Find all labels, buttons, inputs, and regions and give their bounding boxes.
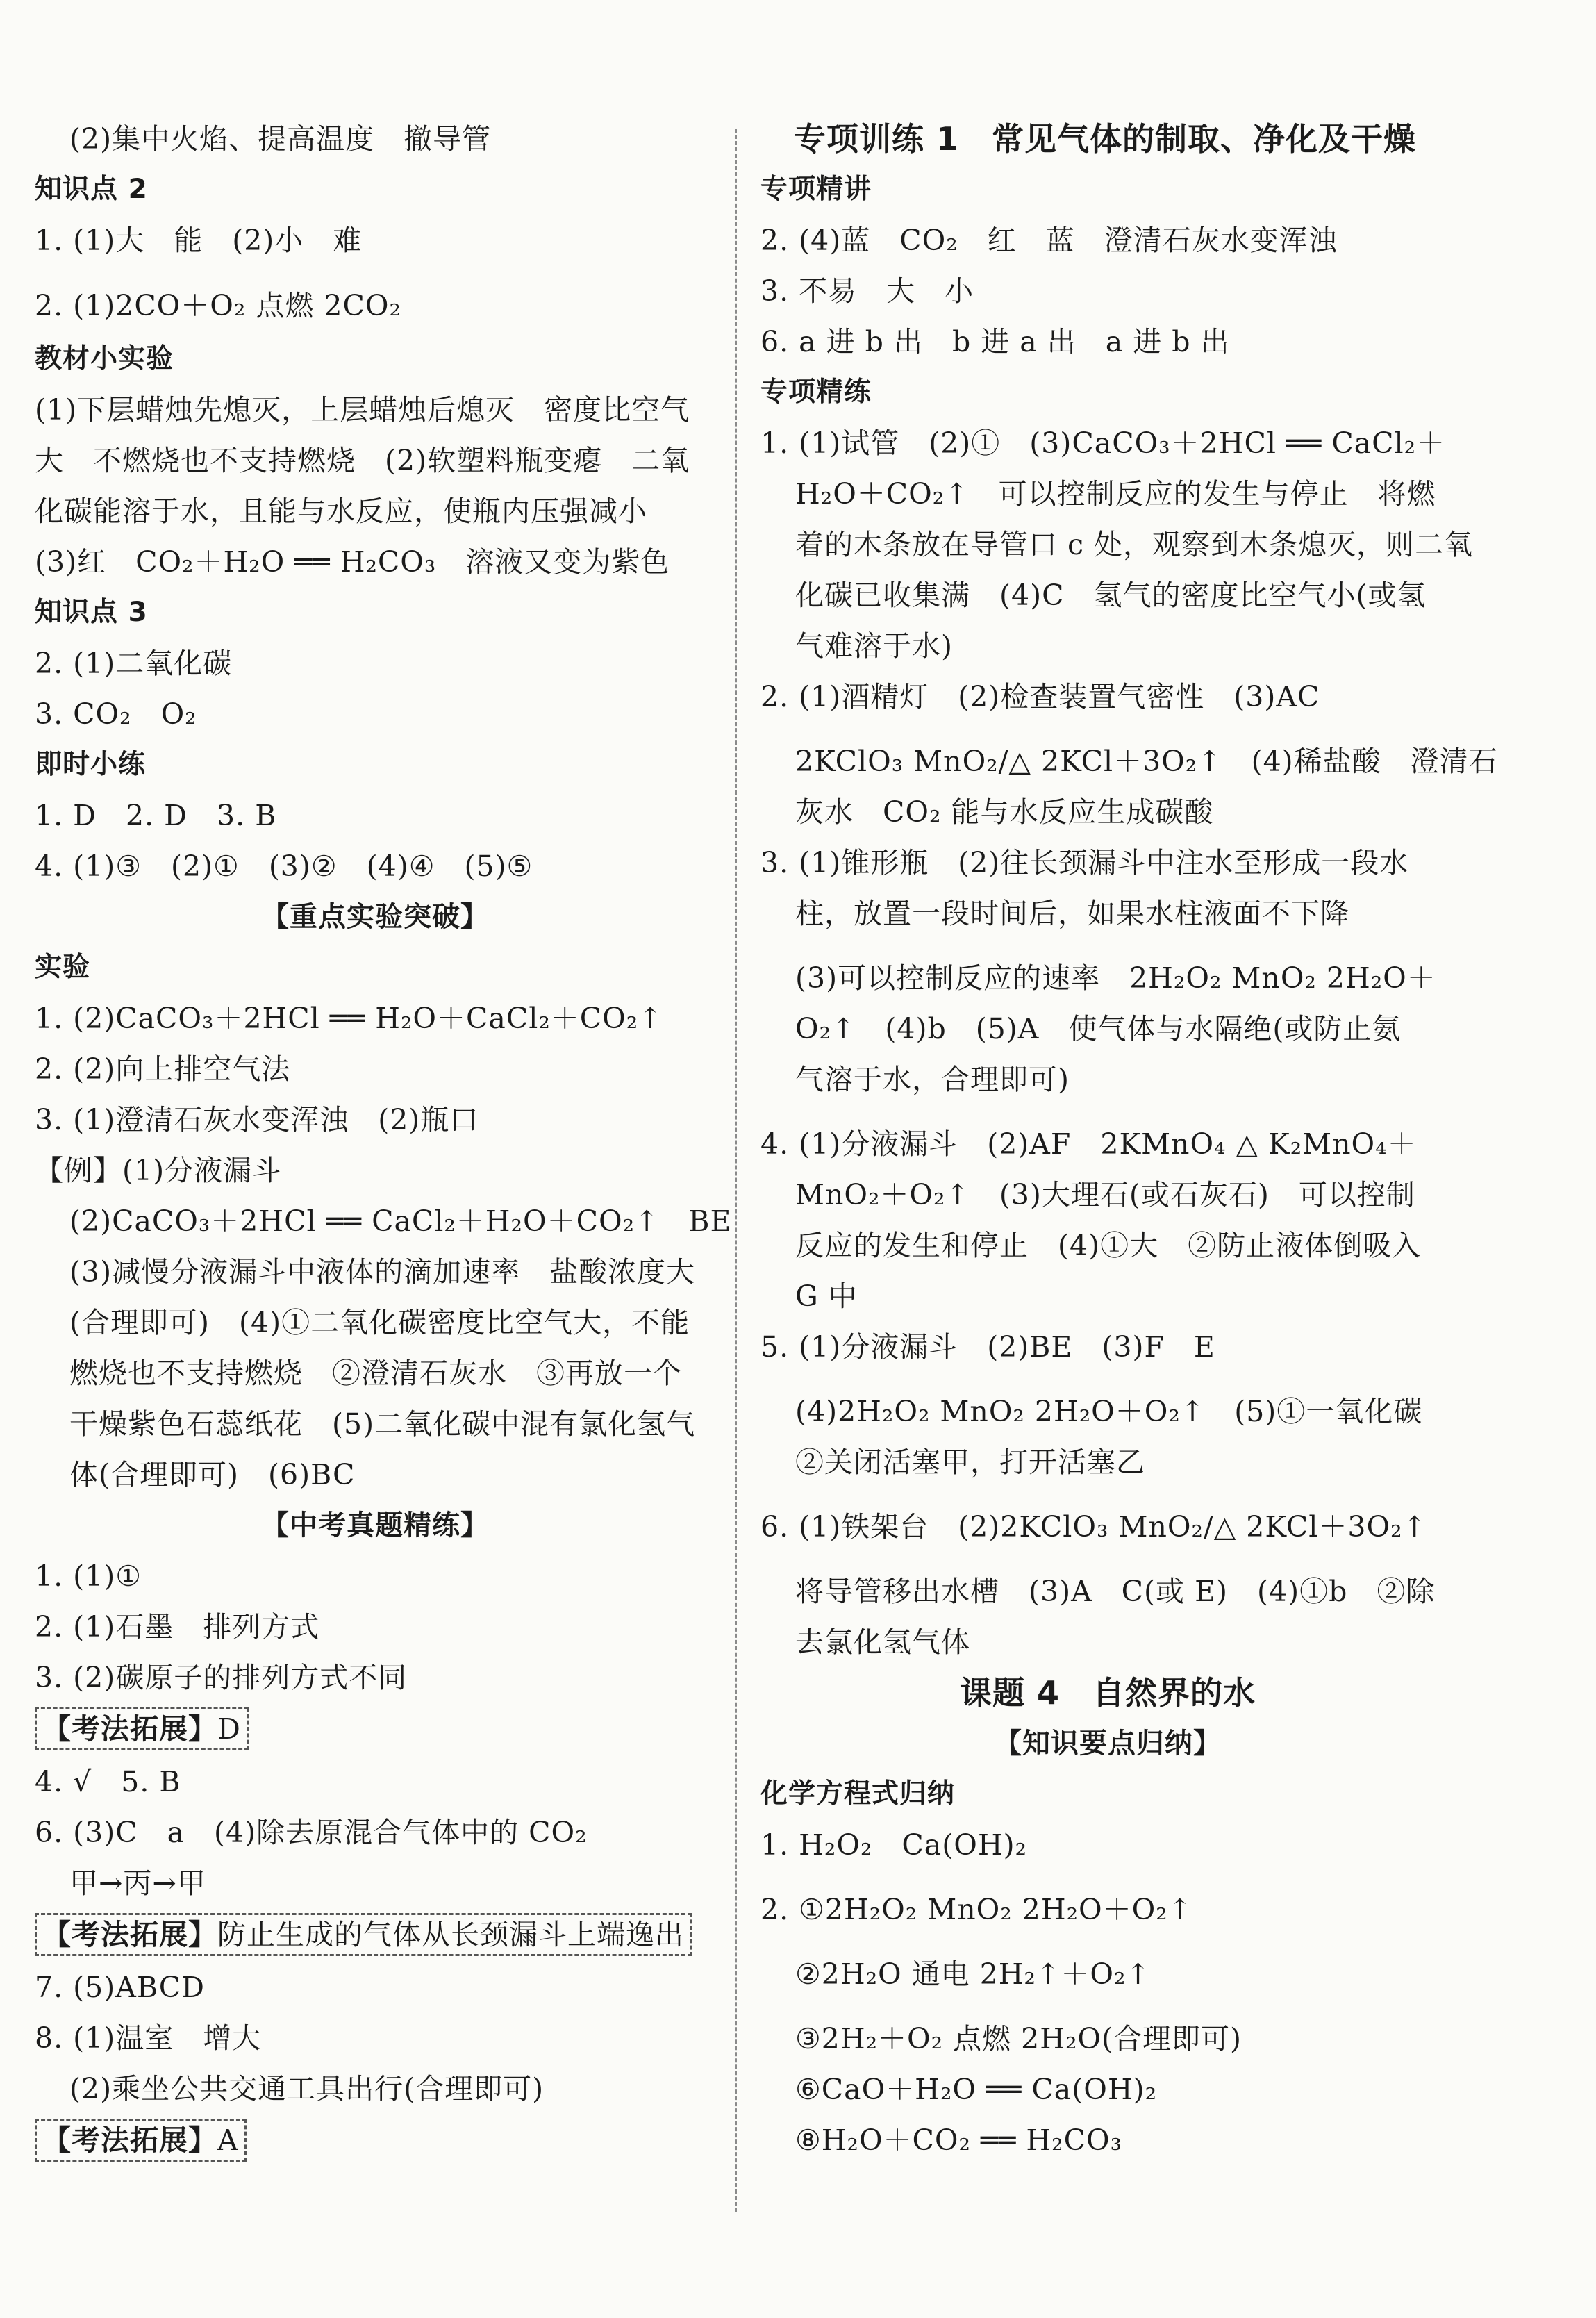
line: 7. (5)ABCD bbox=[35, 1971, 205, 2004]
line: 2. ①2H₂O₂ MnO₂ 2H₂O＋O₂↑ bbox=[760, 1893, 1193, 1926]
line: 1. (1)① bbox=[35, 1559, 142, 1593]
section-banner: 【重点实验突破】 bbox=[261, 901, 489, 933]
line: 体(合理即可) (6)BC bbox=[69, 1458, 356, 1491]
section-heading: 专项精练 bbox=[760, 376, 872, 408]
line: MnO₂＋O₂↑ (3)大理石(或石灰石) 可以控制 bbox=[795, 1178, 1415, 1211]
line: 6. a 进 b 出 b 进 a 出 a 进 b 出 bbox=[760, 325, 1230, 358]
line: 2. (2)向上排空气法 bbox=[35, 1052, 291, 1086]
line: (2)乘坐公共交通工具出行(合理即可) bbox=[69, 2072, 545, 2105]
kaofa-box bbox=[35, 2119, 247, 2162]
line: 2. (4)蓝 CO₂ 红 蓝 澄清石灰水变浑浊 bbox=[760, 224, 1338, 257]
section-heading: 知识点 2 bbox=[35, 174, 148, 205]
line: 干燥紫色石蕊纸花 (5)二氧化碳中混有氯化氢气 bbox=[69, 1407, 696, 1441]
kaofa-box bbox=[35, 1913, 692, 1956]
line: 化碳已收集满 (4)C 氢气的密度比空气小(或氢 bbox=[795, 579, 1427, 612]
line: 柱，放置一段时间后，如果水柱液面不下降 bbox=[795, 897, 1349, 930]
line: 气难溶于水) bbox=[795, 629, 953, 663]
line: H₂O＋CO₂↑ 可以控制反应的发生与停止 将燃 bbox=[795, 477, 1436, 511]
line: O₂↑ (4)b (5)A 使气体与水隔绝(或防止氨 bbox=[795, 1012, 1402, 1045]
line: (3)可以控制反应的速率 2H₂O₂ MnO₂ 2H₂O＋ bbox=[795, 961, 1436, 995]
kaofa-label: 【考法拓展】 bbox=[42, 2124, 217, 2157]
line: 反应的发生和停止 (4)①大 ②防止液体倒吸入 bbox=[795, 1229, 1422, 1262]
line: ②关闭活塞甲，打开活塞乙 bbox=[795, 1446, 1145, 1479]
line: 4. (1)③ (2)① (3)② (4)④ (5)⑤ bbox=[35, 850, 533, 883]
line: G 中 bbox=[795, 1280, 858, 1313]
kaofa-answer: 防止生成的气体从长颈漏斗上端逸出 bbox=[217, 1918, 684, 1951]
section-heading: 知识点 3 bbox=[35, 597, 148, 628]
line: 2. (1)酒精灯 (2)检查装置气密性 (3)AC bbox=[760, 680, 1320, 713]
line: (2)集中火焰、提高温度 撤导管 bbox=[69, 122, 492, 156]
line: 化碳能溶于水，且能与水反应，使瓶内压强减小 bbox=[35, 495, 647, 528]
line: (合理即可) (4)①二氧化碳密度比空气大，不能 bbox=[69, 1306, 690, 1339]
line: 5. (1)分液漏斗 (2)BE (3)F E bbox=[760, 1330, 1215, 1364]
line: 8. (1)温室 增大 bbox=[35, 2021, 262, 2055]
line: 3. CO₂ O₂ bbox=[35, 697, 197, 731]
line: 【例】(1)分液漏斗 bbox=[35, 1154, 282, 1187]
line: 4. √ 5. B bbox=[35, 1765, 181, 1798]
section-heading: 教材小实验 bbox=[35, 343, 174, 374]
line: 灰水 CO₂ 能与水反应生成碳酸 bbox=[795, 795, 1214, 829]
kaofa-label: 【考法拓展】 bbox=[42, 1712, 217, 1746]
section-heading: 实验 bbox=[35, 952, 91, 983]
section-heading: 化学方程式归纳 bbox=[760, 1778, 956, 1810]
line: (4)2H₂O₂ MnO₂ 2H₂O＋O₂↑ (5)①一氧化碳 bbox=[795, 1395, 1423, 1428]
kaofa-answer: A bbox=[217, 2124, 239, 2157]
line: 3. (1)澄清石灰水变浑浊 (2)瓶口 bbox=[35, 1103, 479, 1136]
line: 1. (1)大 能 (2)小 难 bbox=[35, 224, 363, 257]
line: 大 不燃烧也不支持燃烧 (2)软塑料瓶变瘪 二氧 bbox=[35, 444, 690, 477]
line: 1. (2)CaCO₃＋2HCl ══ H₂O＋CaCl₂＋CO₂↑ bbox=[35, 1002, 663, 1035]
kaofa-label: 【考法拓展】 bbox=[42, 1918, 217, 1951]
line: 6. (3)C a (4)除去原混合气体中的 CO₂ bbox=[35, 1816, 588, 1849]
line: 1. H₂O₂ Ca(OH)₂ bbox=[760, 1828, 1027, 1862]
kaofa-answer: D bbox=[217, 1712, 241, 1746]
line: (1)下层蜡烛先熄灭，上层蜡烛后熄灭 密度比空气 bbox=[35, 393, 690, 427]
line: (2)CaCO₃＋2HCl ══ CaCl₂＋H₂O＋CO₂↑ BE bbox=[69, 1204, 732, 1238]
line: 将导管移出水槽 (3)A C(或 E) (4)①b ②除 bbox=[795, 1575, 1436, 1608]
line: ③2H₂＋O₂ 点燃 2H₂O(合理即可) bbox=[795, 2022, 1242, 2055]
line: 去氯化氢气体 bbox=[795, 1625, 970, 1659]
lesson-title: 课题 4 自然界的水 bbox=[959, 1674, 1256, 1712]
section-heading: 即时小练 bbox=[35, 749, 147, 780]
line: 气溶于水，合理即可) bbox=[795, 1063, 1070, 1096]
line: 3. (2)碳原子的排列方式不同 bbox=[35, 1661, 408, 1694]
line: ②2H₂O 通电 2H₂↑＋O₂↑ bbox=[795, 1957, 1151, 1991]
line: 6. (1)铁架台 (2)2KClO₃ MnO₂/△ 2KCl＋3O₂↑ bbox=[760, 1510, 1427, 1543]
line: (3)减慢分液漏斗中液体的滴加速率 盐酸浓度大 bbox=[69, 1255, 696, 1289]
line: 甲→丙→甲 bbox=[69, 1866, 206, 1900]
line: 2KClO₃ MnO₂/△ 2KCl＋3O₂↑ (4)稀盐酸 澄清石 bbox=[795, 745, 1498, 778]
line: 3. 不易 大 小 bbox=[760, 274, 974, 308]
column-divider bbox=[735, 129, 737, 2212]
line: 燃烧也不支持燃烧 ②澄清石灰水 ③再放一个 bbox=[69, 1357, 682, 1390]
section-banner: 【中考真题精练】 bbox=[261, 1509, 489, 1541]
line: 1. D 2. D 3. B bbox=[35, 799, 277, 832]
line: 着的木条放在导管口 c 处，观察到木条熄灭，则二氧 bbox=[795, 528, 1474, 561]
section-title: 专项训练 1 常见气体的制取、净化及干燥 bbox=[794, 120, 1417, 158]
line: 3. (1)锥形瓶 (2)往长颈漏斗中注水至形成一段水 bbox=[760, 846, 1409, 879]
line: ⑧H₂O＋CO₂ ══ H₂CO₃ bbox=[795, 2124, 1123, 2157]
line: 4. (1)分液漏斗 (2)AF 2KMnO₄ △ K₂MnO₄＋ bbox=[760, 1127, 1417, 1161]
line: 1. (1)试管 (2)① (3)CaCO₃＋2HCl ══ CaCl₂＋ bbox=[760, 427, 1446, 460]
line: (3)红 CO₂＋H₂O ══ H₂CO₃ 溶液又变为紫色 bbox=[35, 545, 670, 579]
line: 2. (1)2CO＋O₂ 点燃 2CO₂ bbox=[35, 289, 401, 322]
section-banner: 【知识要点归纳】 bbox=[994, 1728, 1222, 1760]
line: 2. (1)二氧化碳 bbox=[35, 647, 233, 680]
line: ⑥CaO＋H₂O ══ Ca(OH)₂ bbox=[795, 2073, 1158, 2106]
section-heading: 专项精讲 bbox=[760, 174, 872, 205]
kaofa-box bbox=[35, 1707, 249, 1750]
line: 2. (1)石墨 排列方式 bbox=[35, 1610, 320, 1644]
